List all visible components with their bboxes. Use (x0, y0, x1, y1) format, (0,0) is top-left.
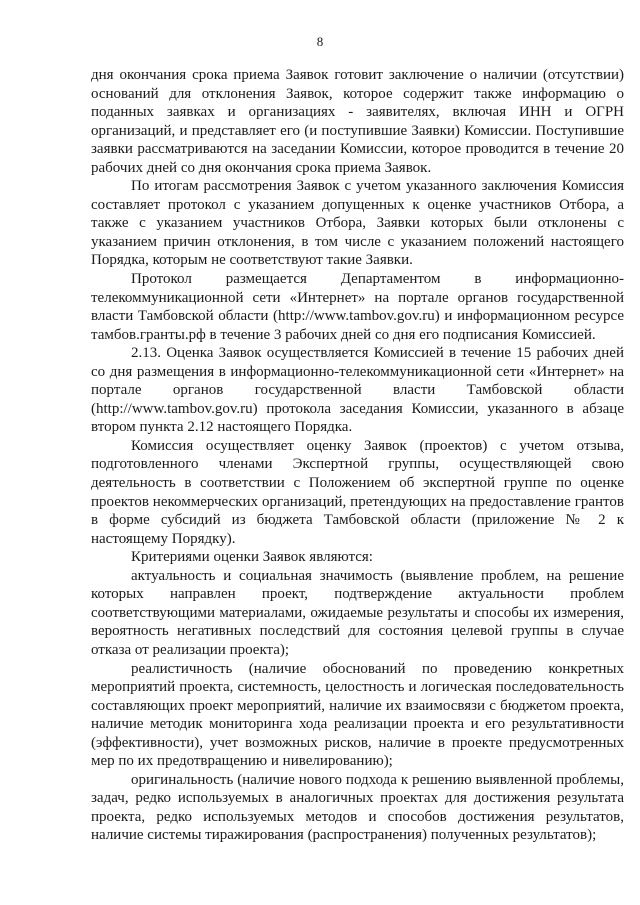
paragraph-criterion-originality: оригинальность (наличие нового подхода к решению выявленной проблемы, задач, редко используемых в аналогичных проектах для достижения результата проекта, редко используемых методов и способов достижения результатов, наличие системы тиражирования (распространения) полученных результатов); (91, 771, 624, 844)
paragraph-section-2-13: 2.13. Оценка Заявок осуществляется Комиссией в течение 15 рабочих дней со дня размещения в информационно-телекоммуникационной сети «Интернет» на портале органов государственной власти Тамбовской области (http://www.tambov.gov.ru) протокола заседания Комиссии, указанного в абзаце втором пункта 2.12 настоящего Порядка. (91, 345, 624, 436)
paragraph-criteria-heading: Критериями оценки Заявок являются: (131, 549, 373, 566)
paragraph-criterion-relevance: актуальность и социальная значимость (выявление проблем, на решение которых направлен проект, подтверждение актуальности проблем соответствующими материалами, ожидаемые результаты и способы их измерения, вероятность негативных последствий для состояния целевой группы в случае отказа от реализации проекта); (91, 567, 624, 658)
paragraph-commission-evaluation: Комиссия осуществляет оценку Заявок (проектов) с учетом отзыва, подготовленного членами Экспертной группы, осуществляющей свою деятельность в соответствии с Положением об экспертной группе по оценке проектов некоммерческих организаций, претендующих на предоставление грантов в форме субсидий из бюджета Тамбовской области (приложение № 2 к настоящему Порядку). (91, 437, 624, 547)
paragraph-protocol-composition: По итогам рассмотрения Заявок с учетом указанного заключения Комиссия составляет протокол с указанием допущенных к оценке участников Отбора, а также с указанием участников Отбора, Заявки которых были отклонены с указанием причин отклонения, в том числе с указанием положений настоящего Порядка, которым не соответствуют такие Заявки. (91, 178, 624, 269)
paragraph-protocol-publication: Протокол размещается Департаментом в информационно-телекоммуникационной сети «Интернет» на портале органов государственной власти Тамбовской области (http://www.tambov.gov.ru) и информационном ресурсе тамбов.гранты.рф в течение 3 рабочих дней со дня его подписания Комиссией. (91, 271, 624, 343)
paragraph-continuation: дня окончания срока приема Заявок готовит заключение о наличии (отсутствии) оснований для отклонения Заявок, которое содержит также информацию о поданных заявках и организациях - заявителях, включая ИНН и ОГРН организаций, и представляет его (и поступившие Заявки) Комиссии. Поступившие заявки рассматриваются на заседании Комиссии, которое проводится в течение 20 рабочих дней со дня окончания срока приема Заявок. (91, 67, 624, 176)
page-number: 8 (316, 34, 324, 49)
document-body (91, 66, 624, 845)
paragraph-criterion-realism: реалистичность (наличие обоснований по проведению конкретных мероприятий проекта, системность, целостность и логическая последовательность составляющих проект мероприятий, наличие их взаимосвязи с бюджетом проекта, наличие методик мониторинга хода реализации проекта и его результативности (эффективности), учет возможных рисков, наличие в проекте предусмотренных мер по их предотвращению и нивелированию); (91, 660, 624, 770)
